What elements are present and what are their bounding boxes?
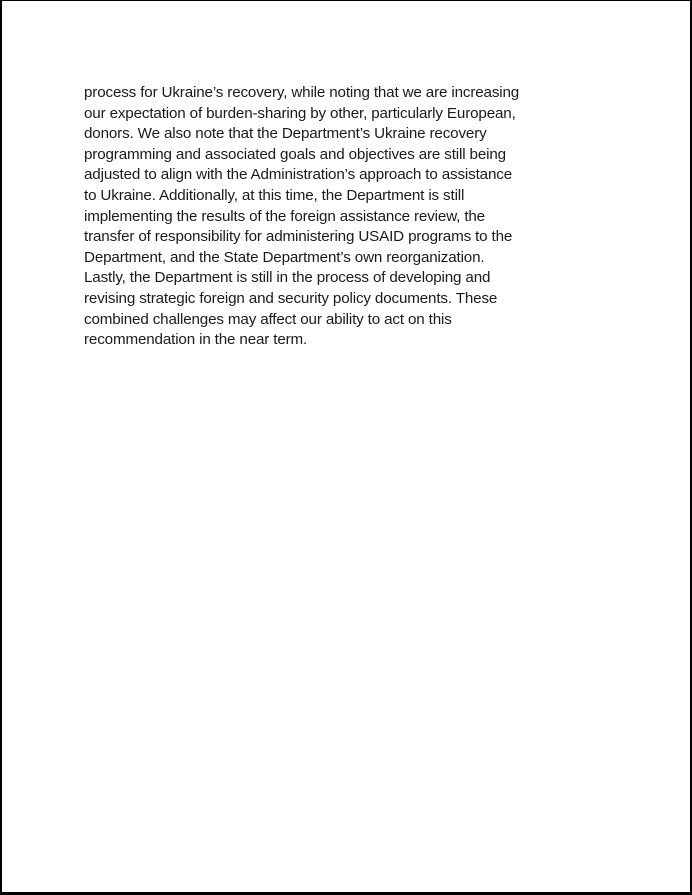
paragraph-line: adjusted to align with the Administration’s approach to assistance — [84, 166, 512, 184]
paragraph-line: combined challenges may affect our ability to act on this — [84, 310, 452, 328]
paragraph-line: transfer of responsibility for administering USAID programs to the — [84, 228, 513, 246]
paragraph-line: to Ukraine. Additionally, at this time, the Department is still — [84, 186, 465, 204]
paragraph-line: implementing the results of the foreign assistance review, the — [84, 207, 485, 225]
paragraph-line: programming and associated goals and objectives are still being — [84, 145, 506, 163]
paragraph-line: donors. We also note that the Department’s Ukraine recovery — [84, 125, 487, 143]
paragraph-line: process for Ukraine’s recovery, while noting that we are increasing — [84, 84, 520, 101]
paragraph-line: our expectation of burden-sharing by other, particularly European, — [84, 104, 516, 122]
body-paragraph — [84, 83, 554, 351]
paragraph-line: Department, and the State Department’s own reorganization. — [84, 248, 485, 266]
paragraph-line: Lastly, the Department is still in the process of developing and — [84, 269, 491, 287]
paragraph-line: revising strategic foreign and security policy documents. These — [84, 289, 498, 307]
paragraph-line: recommendation in the near term. — [84, 331, 308, 349]
